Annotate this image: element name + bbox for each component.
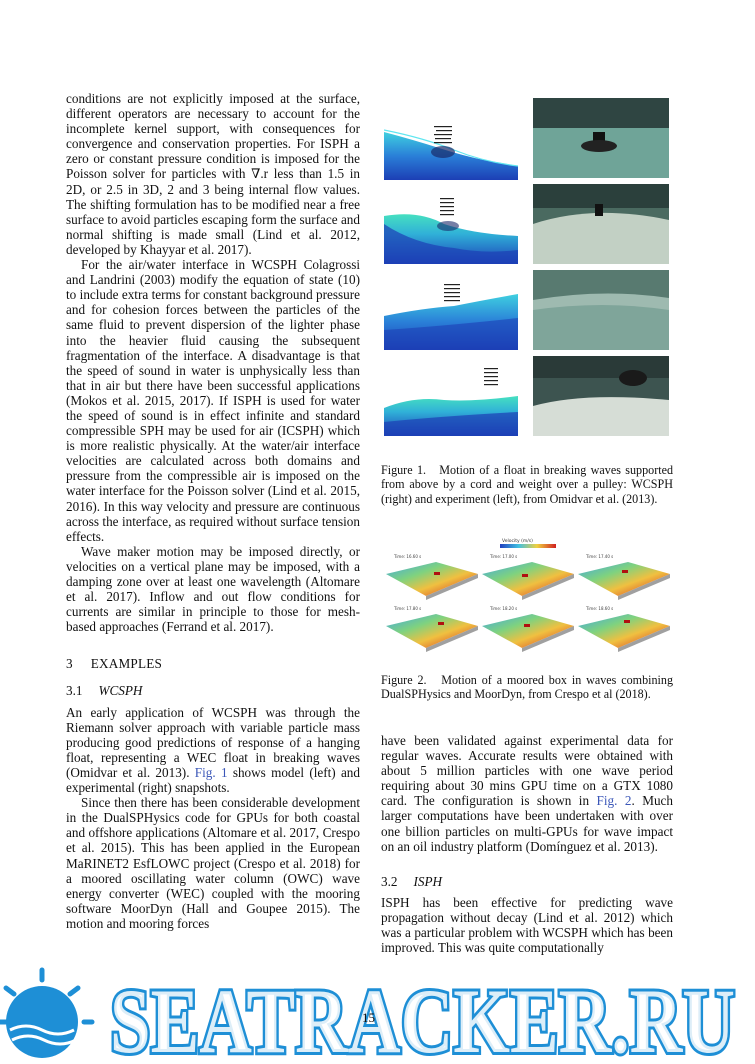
panel-label: Time: 17.40 s [586, 554, 614, 559]
panel-row-2 [386, 606, 670, 652]
figure-link[interactable]: Fig. 2 [596, 793, 632, 809]
simulation-snapshot-3 [384, 270, 518, 350]
experiment-photo-4 [533, 356, 669, 436]
right-column [381, 733, 673, 955]
caption-text: Motion of a moored box in waves combining DualSPHysics and MoorDyn, from Crespo et al (2018). [381, 673, 673, 702]
paragraph [381, 733, 673, 854]
figure-2-caption [381, 673, 673, 702]
experiment-photo-3 [533, 270, 669, 350]
paragraph: ISPH has been effective for predicting wave propagation without decay (Lind et al. 2012) which was a particular problem with WCSPH which has been improved. This was quite computationally [381, 894, 673, 956]
figure-2 [382, 536, 674, 664]
subsection-number: 3.2 [381, 873, 398, 889]
left-column [66, 91, 360, 931]
paragraph: Wave maker motion may be imposed directly, or velocities on a vertical plane may be imposed, with a damping zone over at least one wavelength (Altomare et al. 2017). Inflow and out flow conditions for currents are similar in principle to those for mesh-based approaches (Ferrand et al. 2017). [66, 543, 360, 635]
experiment-photo-1 [533, 98, 669, 178]
text-run: have been validated against experimental data for regular waves. Accurate results were obtained with about 5 million particles with one wave period requiring about 30 mins GPU time on a GTX 1080 card. The configuration is shown in [381, 733, 673, 809]
paragraph [66, 705, 360, 796]
watermark-text: SEATRACKER.RU [110, 970, 735, 1064]
simulation-snapshot-2 [384, 184, 518, 264]
page-number: 15 [362, 1010, 375, 1025]
subsection-number: 3.1 [66, 683, 83, 699]
caption-text: Motion of a float in breaking waves supported from above by a cord and weight over a pulley: WCSPH (right) and experiment (left), from Omidvar et al. (2013). [381, 463, 673, 506]
figure-1-caption [381, 463, 673, 506]
panel-label: Time: 18.60 s [586, 606, 614, 611]
paragraph: Since then there has been considerable development in the DualSPHysics code for GPUs for both coastal and offshore applications (Altomare et al. 2017, Crespo et al. 2015). This has been applied in the European MaRINET2 EsfLOWC project (Crespo et al. 2018) for a moored oscillating water column (OWC) wave energy converter (WEC) coupled with the mooring software MoorDyn (Hall and Goupee 2015). The motion and mooring forces [66, 795, 360, 931]
watermark-text-fill: SEATRACKER.RU [110, 970, 735, 1064]
colorbar-title: Velocity (m/s) [502, 539, 533, 544]
caption-label: Figure 1. [381, 463, 427, 477]
panel-row-1 [386, 554, 670, 600]
figure-link[interactable]: Fig. 1 [194, 764, 228, 780]
subsection-title: ISPH [413, 873, 443, 889]
watermark [0, 960, 755, 1064]
text-run: . Much larger computations have been undertaken with over one billion particles on multi-GPUs for wave impact on an oil industry platform (Domínguez et al. 2013). [381, 793, 674, 854]
simulation-snapshot-4 [384, 356, 518, 436]
text-run: shows model (left) and experimental (right) snapshots. [66, 764, 360, 796]
section-heading [66, 656, 360, 671]
text-run: An early application of WCSPH was through the Riemann solver approach with variable particle mass producing good predictions of response of a hanging float, representing a WEC float in breaking waves (Omidvar et al. 2013). [66, 704, 360, 780]
subsection-title: WCSPH [98, 683, 143, 699]
caption-label: Figure 2. [381, 673, 427, 687]
paragraph: For the air/water interface in WCSPH Colagrossi and Landrini (2003) modify the equation of state (10) to include extra terms for constant background pressure and for cohesion forces between the particles of the same fluid to prevent dispersion of the lighter phase into the heavier fluid causing the subsequent fragmentation of the interface. A disadvantage is that the speed of sound in water is unphysically less than that in air but there have been successful applications (Mokos et al. 2015, 2017). If ISPH is used for water the speed of sound is in effect infinite and standard compressible SPH may be used for air (ICSPH) which is more realistic physically. At the water/air interface velocities are calculated across both domains and pressure from the compressible air is imposed on the water interface for the Poisson solver (Lind et al. 2015, 2016). In this way velocity and pressure are continuous across the interface, as required without surface tension effects. [66, 257, 360, 544]
panel-label: Time: 16.60 s [394, 554, 422, 559]
section-title: EXAMPLES [90, 656, 163, 672]
subsection-heading [381, 874, 673, 889]
subsection-heading [66, 683, 360, 698]
simulation-snapshot-1 [384, 100, 518, 180]
panel-label: Time: 18.20 s [490, 606, 518, 611]
panel-label: Time: 17.00 s [490, 554, 518, 559]
section-number: 3 [66, 656, 73, 672]
panel-label: Time: 17.80 s [394, 606, 422, 611]
paragraph: conditions are not explicitly imposed at the surface, different operators are necessary to account for the incomplete kernel support, with consequences for convergence and conservation properties. For ISPH a zero or constant pressure condition is imposed for the Poisson solver for particles with ∇.r less than 1.5 in 2D, or 2.5 in 3D, 2 and 3 being internal flow values. The shifting formulation has to be modified near a free surface to avoid particles escaping form the surface and normal shifting is made small (Lind et al. 2012, developed by Khayyar et al. 2017). [66, 91, 360, 257]
sun-logo-icon [0, 970, 92, 1058]
experiment-photo-2 [533, 184, 669, 264]
colorbar [500, 544, 556, 548]
